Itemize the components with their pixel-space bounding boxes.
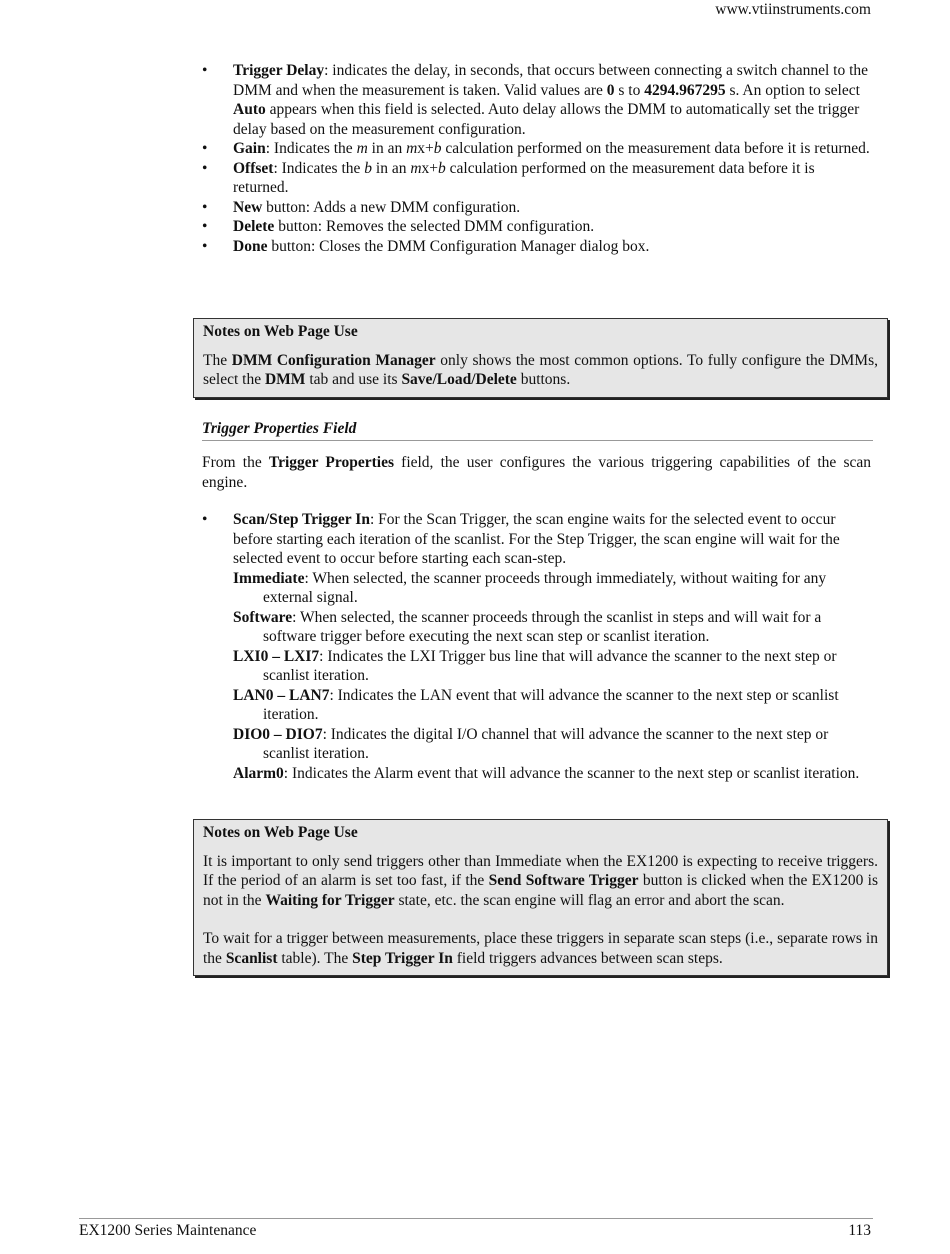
term: Delete [233,218,275,235]
list-item-done: • Done button: Closes the DMM Configuration Manager dialog box. [202,237,650,255]
section-heading: Trigger Properties Field [202,419,873,441]
bullet-icon: • [202,511,208,528]
sub-item-lan: LAN0 – LAN7: Indicates the LAN event that will advance the scanner to the next step or scanlist iteration. [233,686,839,723]
footer-title: EX1200 Series Maintenance [79,1222,257,1239]
bullet-icon: • [202,237,208,255]
term: New [233,198,263,216]
note-text: The DMM Configuration Manager only shows the most common options. To fully configure the DMMs, select the DMM tab and use its Save/Load/Delete buttons. [203,351,878,388]
note-box-triggers [193,819,888,976]
list-item-gain: • Gain: Indicates the m in an mx+b calculation performed on the measurement data before it is returned. [202,140,870,157]
sub-item-software: Software: When selected, the scanner proceeds through the scanlist in steps and will wait for a software trigger before executing the next scan step or scanlist iteration. [233,608,822,645]
note-title: Notes on Web Page Use [203,323,358,340]
page-number: 113 [848,1222,871,1239]
list-item-delete: • Delete button: Removes the selected DMM configuration. [202,218,595,235]
dmm-options-list [202,61,871,256]
trigger-options-list [202,510,871,783]
note-box-dmm-config [193,318,888,398]
term: Trigger Delay [233,62,325,79]
term: Offset [233,159,274,177]
bullet-icon: • [202,140,208,157]
note-paragraph-1: It is important to only send triggers other than Immediate when the EX1200 is expecting to receive triggers. If the period of an alarm is set too fast, if the Send Software Trigger button is clicked when the EX1200 is not in the Waiting for Trigger state, etc. the scan engine will flag an error and abort the scan. [203,852,878,909]
term: Gain [233,140,266,157]
trigger-options-list-container [202,510,871,783]
list-item-new: • New button: Adds a new DMM configuration. [202,198,521,216]
header-url: www.vtiinstruments.com [715,1,871,18]
sub-item-alarm: Alarm0: Indicates the Alarm event that will advance the scanner to the next step or scanlist iteration. [233,764,860,782]
term: Done [233,237,268,255]
sub-item-lxi: LXI0 – LXI7: Indicates the LXI Trigger bus line that will advance the scanner to the next step or scanlist iteration. [233,647,837,684]
sub-item-dio: DIO0 – DIO7: Indicates the digital I/O channel that will advance the scanner to the next step or scanlist iteration. [233,725,829,762]
list-item-scan-step-trigger-in: • Scan/Step Trigger In: For the Scan Trigger, the scan engine waits for the selected event to occur before starting each iteration of the scanlist. For the Step Trigger, the scan engine will wait for the selected event to occur before starting each scan-step. Immediate: When selected, the scanner proceeds through immediately, without waiting for any external signal. Software: When selected, the scanner proceeds through the scanlist in steps and will wait for a software trigger before executing the next scan step or scanlist iteration. LXI0 – LXI7: Indicates the LXI Trigger bus line that will advance the scanner to the next step or scanlist iteration. LAN0 – LAN7: Indicates the LAN event that will advance the scanner to the next step or scanlist iteration. DIO0 – DIO7: Indicates the digital I/O channel that will advance the scanner to the next step or scanlist iteration. Alarm0: Indicates the Alarm event that will advance the scanner to the next step or scanlist iteration. [202,510,871,783]
bullet-icon: • [202,159,208,177]
bullet-icon: • [202,62,208,79]
footer-divider [79,1218,873,1219]
section-intro: From the Trigger Properties field, the user configures the various triggering capabilities of the scan engine. [202,454,871,491]
bullet-icon: • [202,218,208,235]
sub-item-immediate: Immediate: When selected, the scanner proceeds through immediately, without waiting for any external signal. [233,569,827,606]
note-title: Notes on Web Page Use [203,824,358,841]
dmm-options-list-container [202,61,871,256]
bullet-icon: • [202,198,208,216]
term: Scan/Step Trigger In [233,511,370,528]
list-item-offset: • Offset: Indicates the b in an mx+b calculation performed on the measurement data before it is returned. [202,159,815,196]
list-item-trigger-delay: • Trigger Delay: indicates the delay, in seconds, that occurs between connecting a switch channel to the DMM and when the measurement is taken. Valid values are 0 s to 4294.967295 s. An option to select Auto appears when this field is selected. Auto delay allows the DMM to automatically set the trigger delay based on the measurement configuration. [202,62,869,138]
note-paragraph-2: To wait for a trigger between measurements, place these triggers in separate scan steps (i.e., separate rows in the Scanlist table). The Step Trigger In field triggers advances between scan steps. [203,930,878,967]
